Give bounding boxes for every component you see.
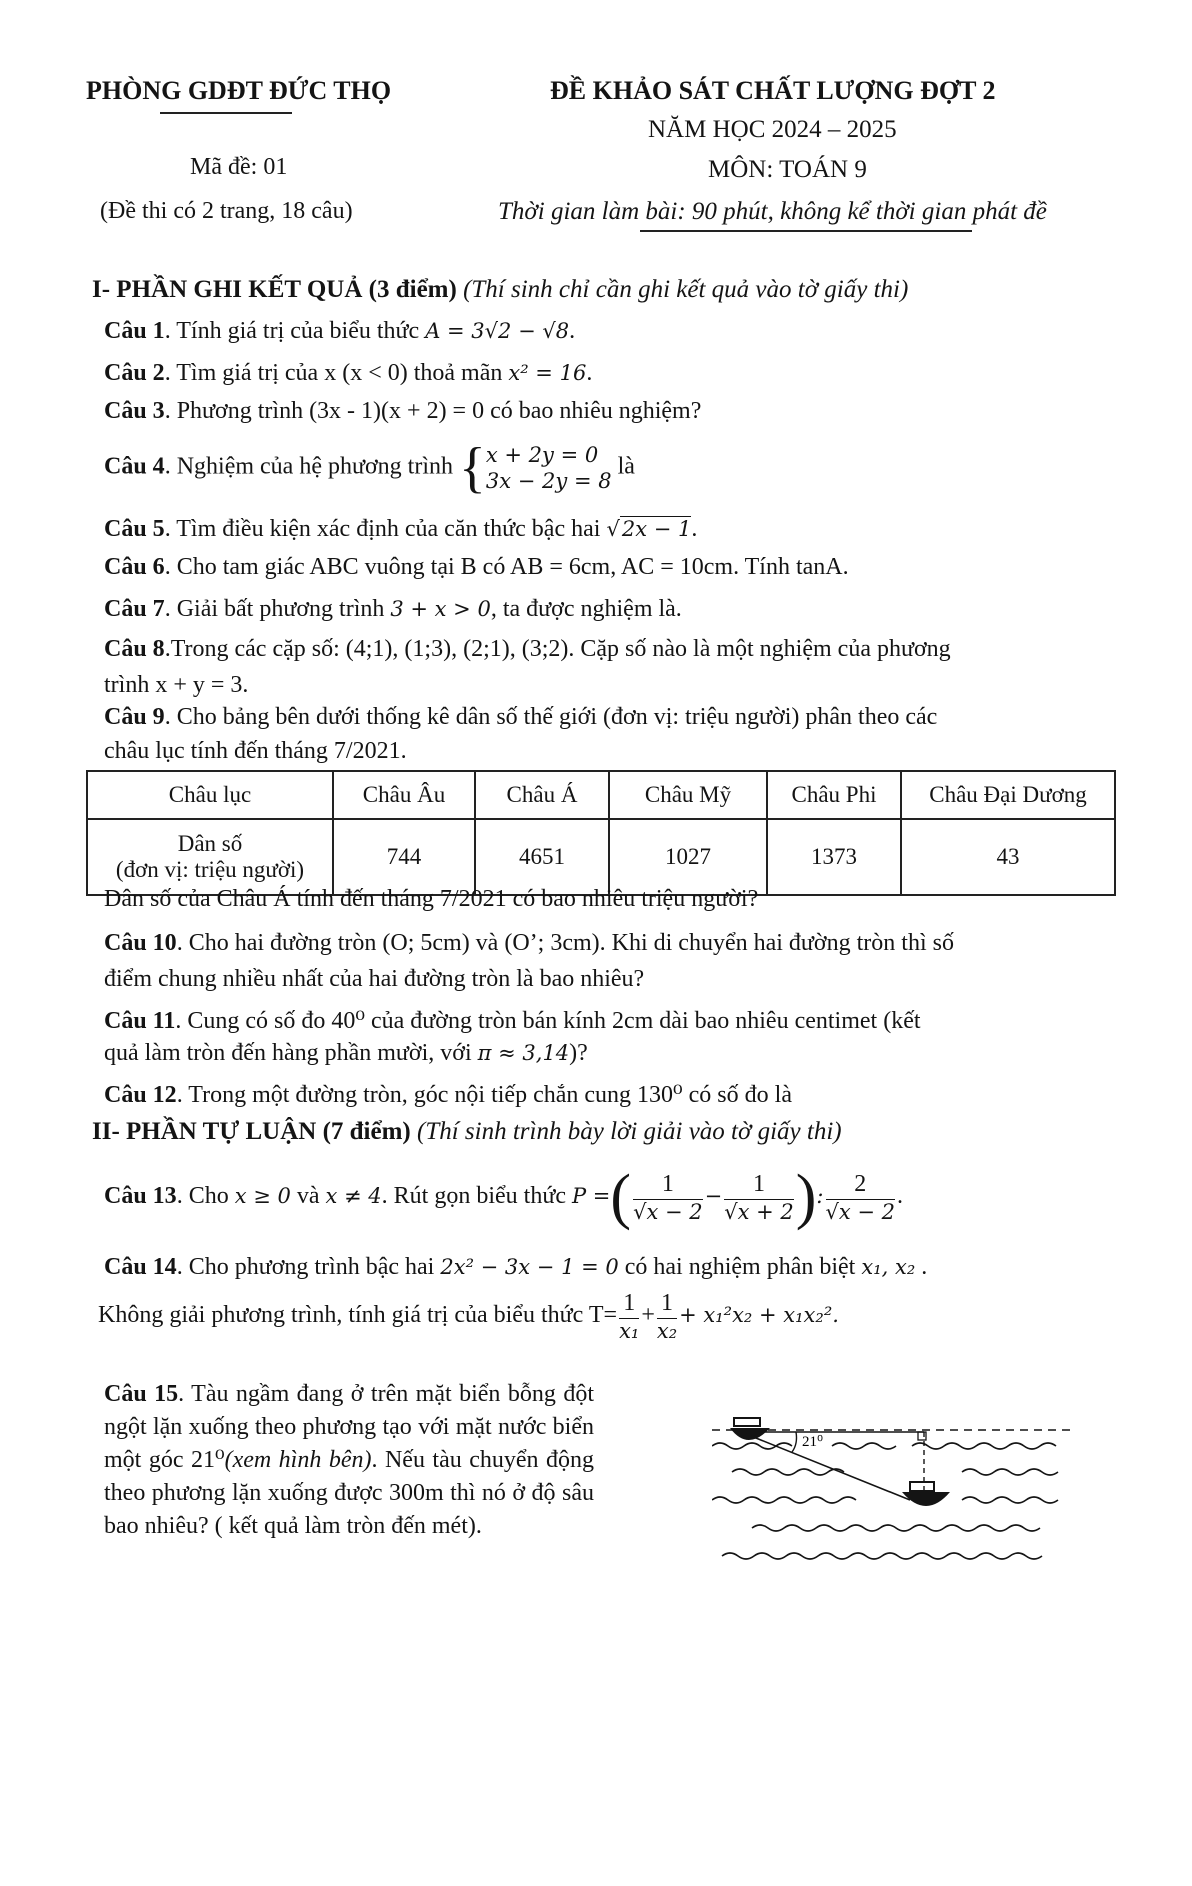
question-3: Câu 3. Phương trình (3x - 1)(x + 2) = 0 có bao nhiêu nghiệm? <box>104 398 702 424</box>
pages-note: (Đề thi có 2 trang, 18 câu) <box>100 198 353 224</box>
sea-waves <box>712 1443 1058 1559</box>
question-2: Câu 2. Tìm giá trị của x (x < 0) thoả mãn x² = 16. <box>104 360 593 386</box>
angle-arc <box>792 1432 797 1452</box>
table-header: Châu Phi <box>767 771 901 819</box>
dive-path <box>746 1434 910 1500</box>
department-underline <box>160 112 292 114</box>
submarine-dive-illustration <box>712 1690 1072 1858</box>
question-6: Câu 6. Cho tam giác ABC vuông tại B có AB = 6cm, AC = 10cm. Tính tanA. <box>104 554 849 580</box>
system-brace: { <box>459 437 486 499</box>
time-limit: Thời gian làm bài: 90 phút, không kể thời gian phát đề <box>498 198 1047 225</box>
time-underline <box>640 230 972 232</box>
table-header: Châu Á <box>475 771 609 819</box>
right-angle-mark <box>918 1432 926 1440</box>
surface-submarine-hull <box>730 1428 770 1440</box>
question-1: Câu 1. Tính giá trị của biểu thức A = 3√2 − √8. <box>104 318 576 344</box>
submerged-submarine-hull <box>902 1492 950 1506</box>
table-header: Châu lục <box>87 771 333 819</box>
question-8: Câu 8.Trong các cặp số: (4;1), (1;3), (2;1), (3;2). Cặp số nào là một nghiệm của phương <box>104 636 951 662</box>
question-11-line2: quả làm tròn đến hàng phần mười, với π ≈ 3,14)? <box>104 1040 588 1066</box>
question-8-line2: trình x + y = 3. <box>104 672 249 698</box>
table-cell: 43 <box>901 819 1115 895</box>
question-14-line2: Không giải phương trình, tính giá trị của biểu thức T= $\frac{1}{\text{x₁}}$ + $\frac{1}{\text{x₂}}$ + x₁²x₂ + x₁x₂². <box>98 1290 839 1343</box>
table-cell: 4651 <box>475 819 609 895</box>
question-10-line2: điểm chung nhiều nhất của hai đường tròn là bao nhiêu? <box>104 966 645 992</box>
table-row-label: Dân số (đơn vị: triệu người) <box>87 819 333 895</box>
question-7: Câu 7. Giải bất phương trình 3 + x > 0, ta được nghiệm là. <box>104 596 682 622</box>
submerged-submarine-tower <box>910 1482 934 1491</box>
school-year: NĂM HỌC 2024 – 2025 <box>648 116 897 143</box>
table-row <box>87 819 1115 895</box>
table-header: Châu Âu <box>333 771 475 819</box>
question-11: Câu 11. Cung có số đo 40⁰ của đường tròn bán kính 2cm dài bao nhiêu centimet (kết <box>104 1008 921 1034</box>
exam-title: ĐỀ KHẢO SÁT CHẤT LƯỢNG ĐỢT 2 <box>550 76 996 105</box>
table-cell: 1027 <box>609 819 767 895</box>
question-13: Câu 13. Cho x ≥ 0 và x ≠ 4. Rút gọn biểu thức P =( $\frac{1}{√x - 2}$ − $\frac{1}{√x + 2}$ ): $\frac{2}{√x - 2}$ . <box>104 1163 904 1231</box>
exam-code: Mã đề: 01 <box>190 154 288 180</box>
table-header: Châu Mỹ <box>609 771 767 819</box>
question-15: Câu 15. Tàu ngầm đang ở trên mặt biển bỗng đột ngột lặn xuống theo phương tạo với mặt nước biển một góc 21⁰(xem hình bên). Nếu tàu chuyển động theo phương lặn xuống được 300m thì nó ở độ sâu bao nhiêu? ( kết quả làm tròn đến mét). <box>104 1381 594 1539</box>
question-9: Câu 9. Cho bảng bên dưới thống kê dân số thế giới (đơn vị: triệu người) phân theo các <box>104 704 938 730</box>
table-header-row <box>87 771 1115 819</box>
question-14: Câu 14. Cho phương trình bậc hai 2x² − 3x − 1 = 0 có hai nghiệm phân biệt x₁, x₂ . <box>104 1254 928 1280</box>
question-9-ask: Dân số của Châu Á tính đến tháng 7/2021 có bao nhiêu triệu người? <box>104 886 759 912</box>
question-5: Câu 5. Tìm điều kiện xác định của căn thức bậc hai √2x − 1. <box>104 516 698 542</box>
angle-label: 21⁰ <box>802 1434 824 1450</box>
surface-submarine-tower <box>734 1418 760 1426</box>
submarine-figure-inpage <box>712 1410 1072 1578</box>
table-cell: 1373 <box>767 819 901 895</box>
question-9-line2: châu lục tính đến tháng 7/2021. <box>104 738 407 764</box>
subject: MÔN: TOÁN 9 <box>708 156 867 183</box>
table-header: Châu Đại Dương <box>901 771 1115 819</box>
question-4: Câu 4. Nghiệm của hệ phương trình { x + 2y = 0 3x − 2y = 8 là <box>104 437 635 499</box>
table-cell: 744 <box>333 819 475 895</box>
section1-heading: I- PHẦN GHI KẾT QUẢ (3 điểm) (Thí sinh chỉ cần ghi kết quả vào tờ giấy thi) <box>92 276 909 303</box>
department: PHÒNG GDĐT ĐỨC THỌ <box>86 76 392 105</box>
question-12: Câu 12. Trong một đường tròn, góc nội tiếp chắn cung 130⁰ có số đo là <box>104 1082 792 1108</box>
question-10: Câu 10. Cho hai đường tròn (O; 5cm) và (O’; 3cm). Khi di chuyển hai đường tròn thì số <box>104 930 954 956</box>
section2-heading: II- PHẦN TỰ LUẬN (7 điểm) (Thí sinh trình bày lời giải vào tờ giấy thi) <box>92 1118 842 1145</box>
population-table <box>86 770 1116 896</box>
